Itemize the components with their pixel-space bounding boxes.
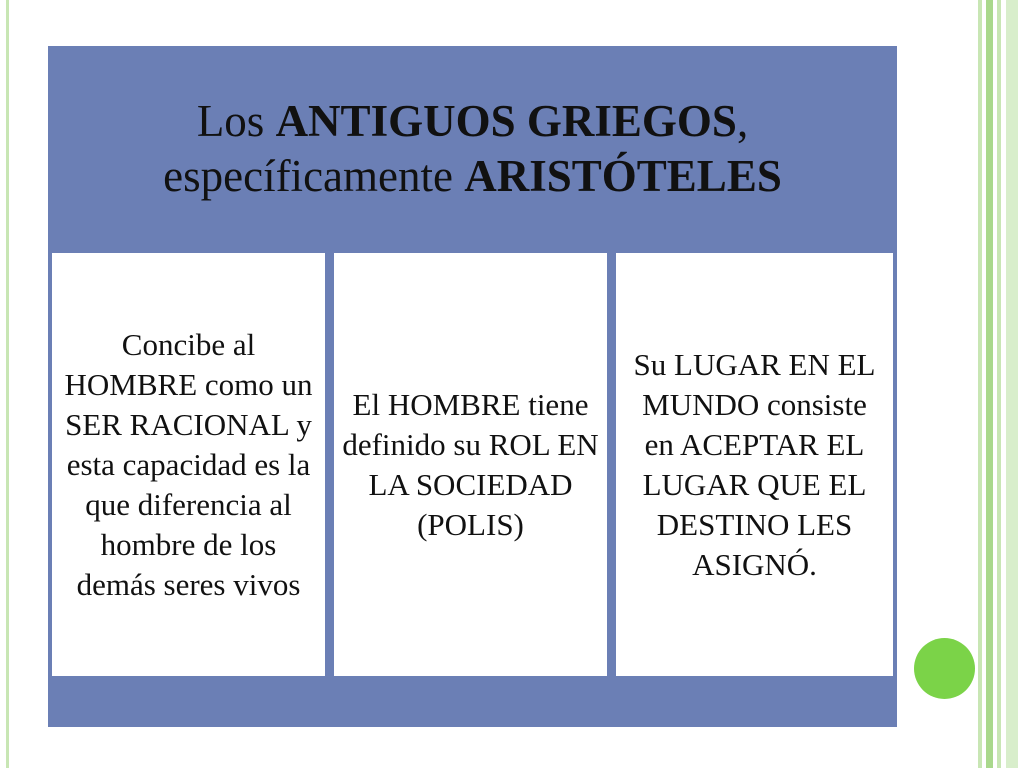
title-line1-suffix: , (736, 95, 749, 146)
decorative-stripe-4 (1006, 0, 1018, 768)
diagram-title (48, 46, 897, 251)
title-line2-bold: ARISTÓTELES (464, 150, 782, 201)
decorative-stripe-1 (978, 0, 982, 768)
concept-box-1-text: Concibe al HOMBRE como un SER RACIONAL y esta capacidad es la que diferencia al hombre de los demás seres vivos (64, 326, 313, 602)
concept-box-3-text: Su LUGAR EN EL MUNDO consiste en ACEPTAR EL LUGAR QUE EL DESTINO LES ASIGNÓ. (633, 346, 876, 582)
title-line1-prefix: Los (196, 95, 276, 146)
title-line2-prefix: específicamente (163, 150, 465, 201)
green-circle-decoration (914, 638, 975, 699)
decorative-stripe-left (6, 0, 9, 768)
concept-box-3 (614, 251, 895, 678)
concept-box-2-text: El HOMBRE tiene definido su ROL EN LA SOCIEDAD (POLIS) (342, 386, 599, 542)
diagram-panel (48, 46, 897, 727)
decorative-stripe-2 (986, 0, 993, 768)
decorative-stripe-3 (997, 0, 1001, 768)
concept-box-2 (332, 251, 609, 678)
concept-box-1 (50, 251, 327, 678)
title-line1-bold: ANTIGUOS GRIEGOS (275, 95, 737, 146)
